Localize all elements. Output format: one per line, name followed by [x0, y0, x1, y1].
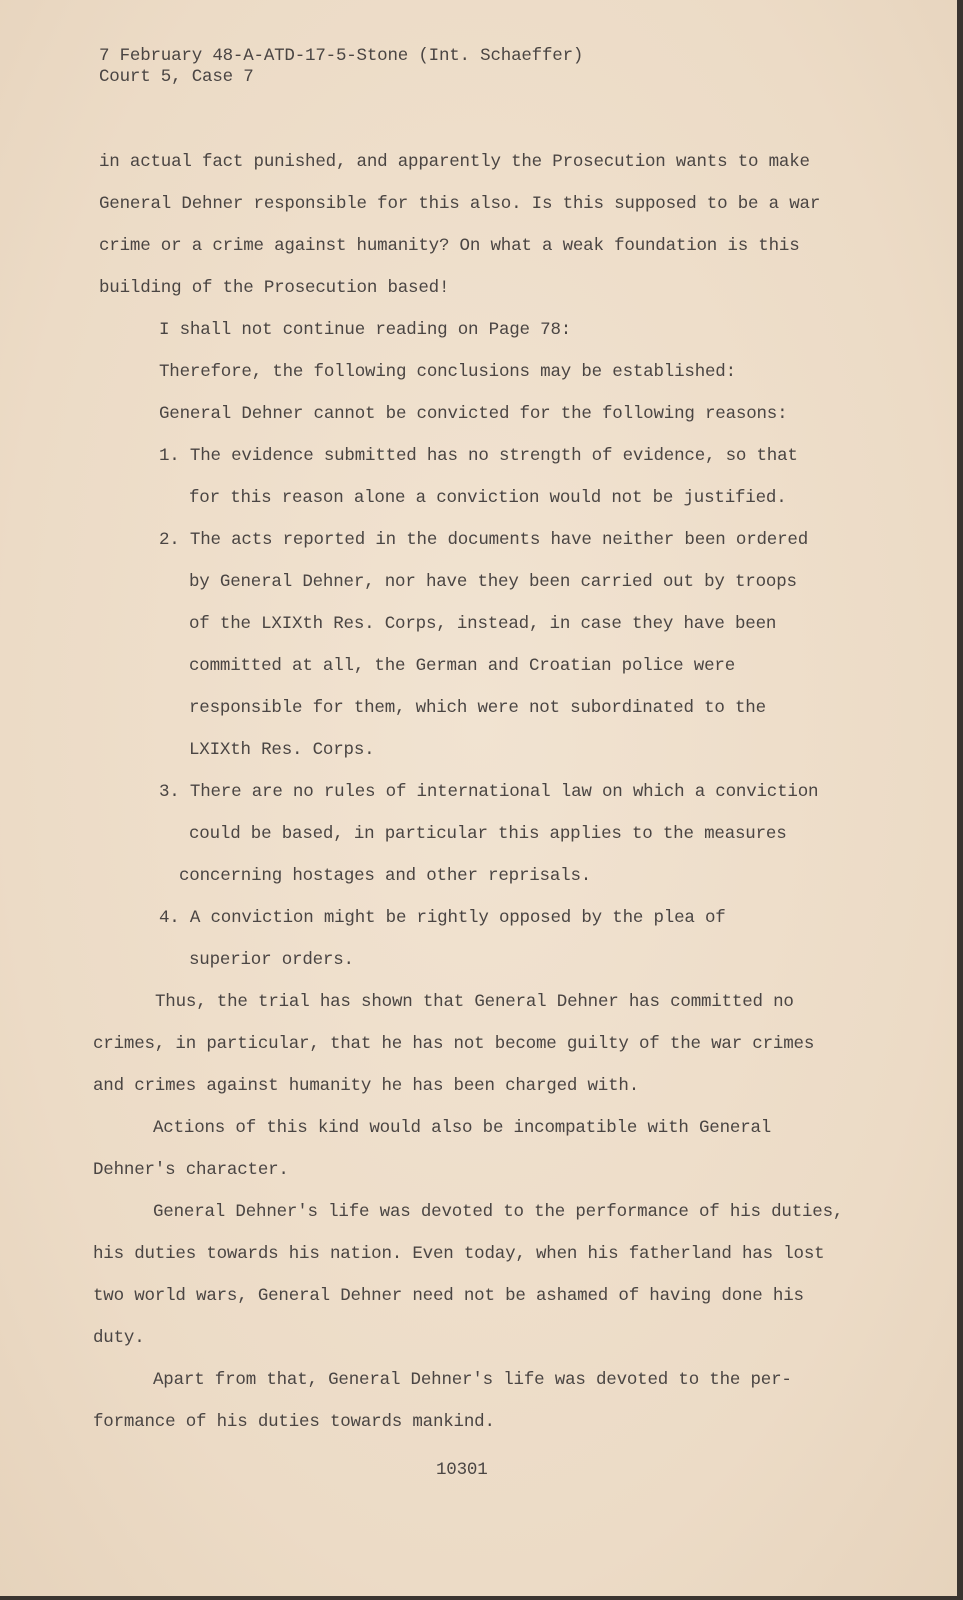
body-line: Dehner's character.	[93, 1160, 289, 1180]
body-line: building of the Prosecution based!	[99, 278, 450, 298]
body-line: in actual fact punished, and apparently the Prosecution wants to make	[99, 152, 810, 172]
body-line: two world wars, General Dehner need not be ashamed of having done his	[93, 1286, 804, 1306]
body-line: Therefore, the following conclusions may be established:	[159, 362, 736, 382]
body-line: General Dehner's life was devoted to the performance of his duties,	[153, 1202, 844, 1222]
body-line: Thus, the trial has shown that General Dehner has committed no	[155, 992, 794, 1012]
list-item-1-line: 1. The evidence submitted has no strength of evidence, so that	[159, 446, 798, 466]
body-line: and crimes against humanity he has been charged with.	[93, 1076, 639, 1096]
body-line: formance of his duties towards mankind.	[93, 1412, 495, 1432]
list-item-4-line: 4. A conviction might be rightly opposed by the plea of	[159, 908, 726, 928]
list-item-2-line: by General Dehner, nor have they been carried out by troops	[189, 572, 797, 592]
list-item-2-line: 2. The acts reported in the documents have neither been ordered	[159, 530, 809, 550]
body-line: I shall not continue reading on Page 78:	[159, 320, 572, 340]
list-item-3-line: could be based, in particular this applies to the measures	[189, 824, 787, 844]
header-line-1: 7 February 48-A-ATD-17-5-Stone (Int. Schaeffer)	[99, 46, 584, 66]
list-item-3-line: 3. There are no rules of international law on which a conviction	[159, 782, 819, 802]
page-edge-right	[957, 0, 963, 1600]
page-edge-bottom	[0, 1596, 963, 1600]
list-item-2-line: LXIXth Res. Corps.	[189, 740, 375, 760]
page-number: 10301	[436, 1460, 488, 1480]
body-line: his duties towards his nation. Even today, when his fatherland has lost	[93, 1244, 825, 1264]
body-line: Apart from that, General Dehner's life was devoted to the per-	[153, 1370, 792, 1390]
body-line: General Dehner cannot be convicted for the following reasons:	[159, 404, 788, 424]
body-line: crimes, in particular, that he has not become guilty of the war crimes	[93, 1034, 815, 1054]
body-line: duty.	[93, 1328, 145, 1348]
list-item-2-line: committed at all, the German and Croatian police were	[189, 656, 735, 676]
list-item-2-line: responsible for them, which were not subordinated to the	[189, 698, 766, 718]
list-item-1-line: for this reason alone a conviction would not be justified.	[189, 488, 787, 508]
list-item-4-line: superior orders.	[189, 950, 354, 970]
header-line-2: Court 5, Case 7	[99, 67, 254, 87]
list-item-3-line: concerning hostages and other reprisals.	[179, 866, 592, 886]
body-line: Actions of this kind would also be incompatible with General	[153, 1118, 772, 1138]
list-item-2-line: of the LXIXth Res. Corps, instead, in case they have been	[189, 614, 777, 634]
body-line: crime or a crime against humanity? On what a weak foundation is this	[99, 236, 800, 256]
body-line: General Dehner responsible for this also. Is this supposed to be a war	[99, 194, 821, 214]
